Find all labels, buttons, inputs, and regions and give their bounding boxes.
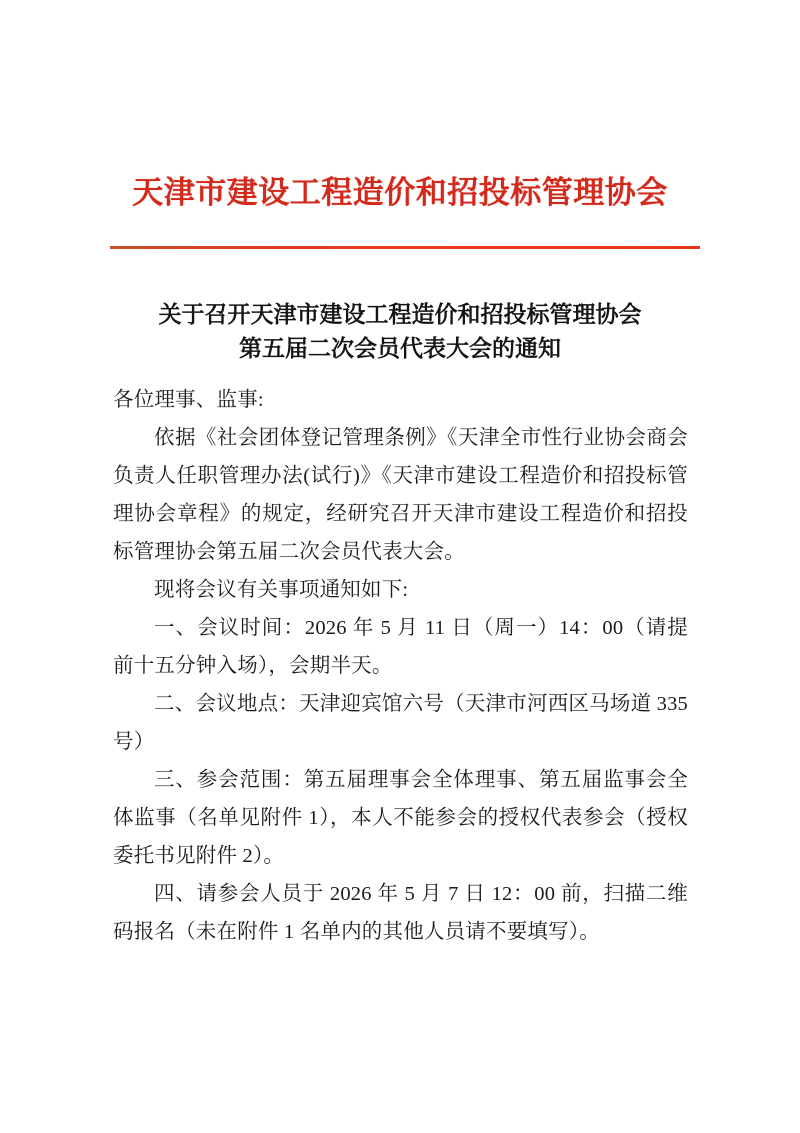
body-item-meeting-location: 二、会议地点：天津迎宾馆六号（天津市河西区马场道 335 号） bbox=[113, 693, 688, 753]
letterhead-divider-rule bbox=[110, 246, 700, 249]
body-item-participants: 三、参会范围：第五届理事会全体理事、第五届监事会全体监事（名单见附件 1），本人不能参会的授权代表参会（授权委托书见附件 2）。 bbox=[113, 769, 688, 867]
document-body bbox=[113, 381, 688, 951]
letterhead-organization-title: 天津市建设工程造价和招投标管理协会 bbox=[132, 175, 668, 210]
document-title bbox=[100, 298, 700, 366]
document-title-line-1: 关于召开天津市建设工程造价和招投标管理协会 bbox=[158, 302, 642, 327]
body-item-registration: 四、请参会人员于 2026 年 5 月 7 日 12：00 前，扫描二维码报名（未在附件 1 名单内的其他人员请不要填写）。 bbox=[113, 883, 688, 943]
body-paragraph-basis: 依据《社会团体登记管理条例》《天津全市性行业协会商会负责人任职管理办法(试行)》《天津市建设工程造价和招投标管理协会章程》的规定，经研究召开天津市建设工程造价和招投标管理协会第五届二次会员代表大会。 bbox=[113, 427, 688, 563]
document-title-line-2: 第五届二次会员代表大会的通知 bbox=[239, 336, 561, 361]
body-item-meeting-time: 一、会议时间：2026 年 5 月 11 日（周一）14：00（请提前十五分钟入场），会期半天。 bbox=[113, 617, 688, 677]
letterhead bbox=[0, 172, 800, 214]
salutation: 各位理事、监事: bbox=[113, 389, 264, 411]
body-paragraph-lead-in: 现将会议有关事项通知如下: bbox=[154, 579, 409, 601]
